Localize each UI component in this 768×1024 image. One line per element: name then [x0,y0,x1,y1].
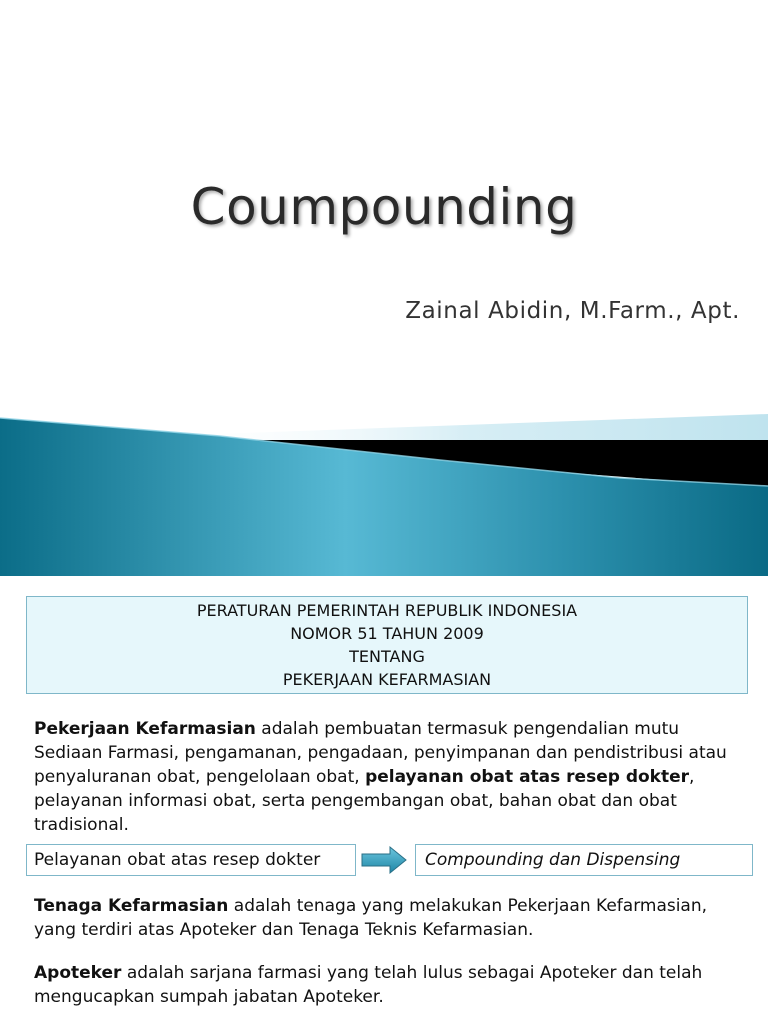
slide-title: Coumpounding [190,178,578,236]
definition-pekerjaan-kefarmasian [34,717,740,837]
decorative-swoosh [0,400,768,576]
definition-text-2: , pelayanan informasi obat, serta pengembangan obat, bahan obat dan obat tradisional. [34,767,695,835]
regulation-line-1: PERATURAN PEMERINTAH REPUBLIK INDONESIA [196,601,578,620]
definition-tenaga-kefarmasian [34,894,740,942]
definition-apoteker [34,961,740,1009]
term-tenaga-kefarmasian: Tenaga Kefarmasian [34,896,229,916]
term-pekerjaan-kefarmasian: Pekerjaan Kefarmasian [34,719,256,739]
highlight-pelayanan-resep: pelayanan obat atas resep dokter [365,767,690,787]
regulation-line-2: NOMOR 51 TAHUN 2009 [290,624,484,643]
author-subtitle: Zainal Abidin, M.Farm., Apt. [405,298,740,324]
term-apoteker: Apoteker [34,963,122,983]
definition-text-tenaga: adalah tenaga yang melakukan Pekerjaan Kefarmasian, yang terdiri atas Apoteker dan Tenaga Teknis Kefarmasian. [34,896,708,940]
right-arrow-icon [360,845,408,875]
regulation-line-4: PEKERJAAN KEFARMASIAN [282,670,492,689]
definition-text-apoteker: adalah sarjana farmasi yang telah lulus sebagai Apoteker dan telah mengucapkan sumpah jabatan Apoteker. [34,963,703,1007]
content-slide [0,576,768,1024]
regulation-box [26,596,748,694]
definition-text-1: adalah pembuatan termasuk pengendalian mutu Sediaan Farmasi, pengamanan, pengadaan, penyimpanan dan pendistribusi atau penyaluranan obat, pengelolaan obat, [34,719,727,787]
regulation-line-3: TENTANG [349,647,425,666]
flow-source-box: Pelayanan obat atas resep dokter [26,844,356,876]
flow-target-box: Compounding dan Dispensing [415,844,753,876]
